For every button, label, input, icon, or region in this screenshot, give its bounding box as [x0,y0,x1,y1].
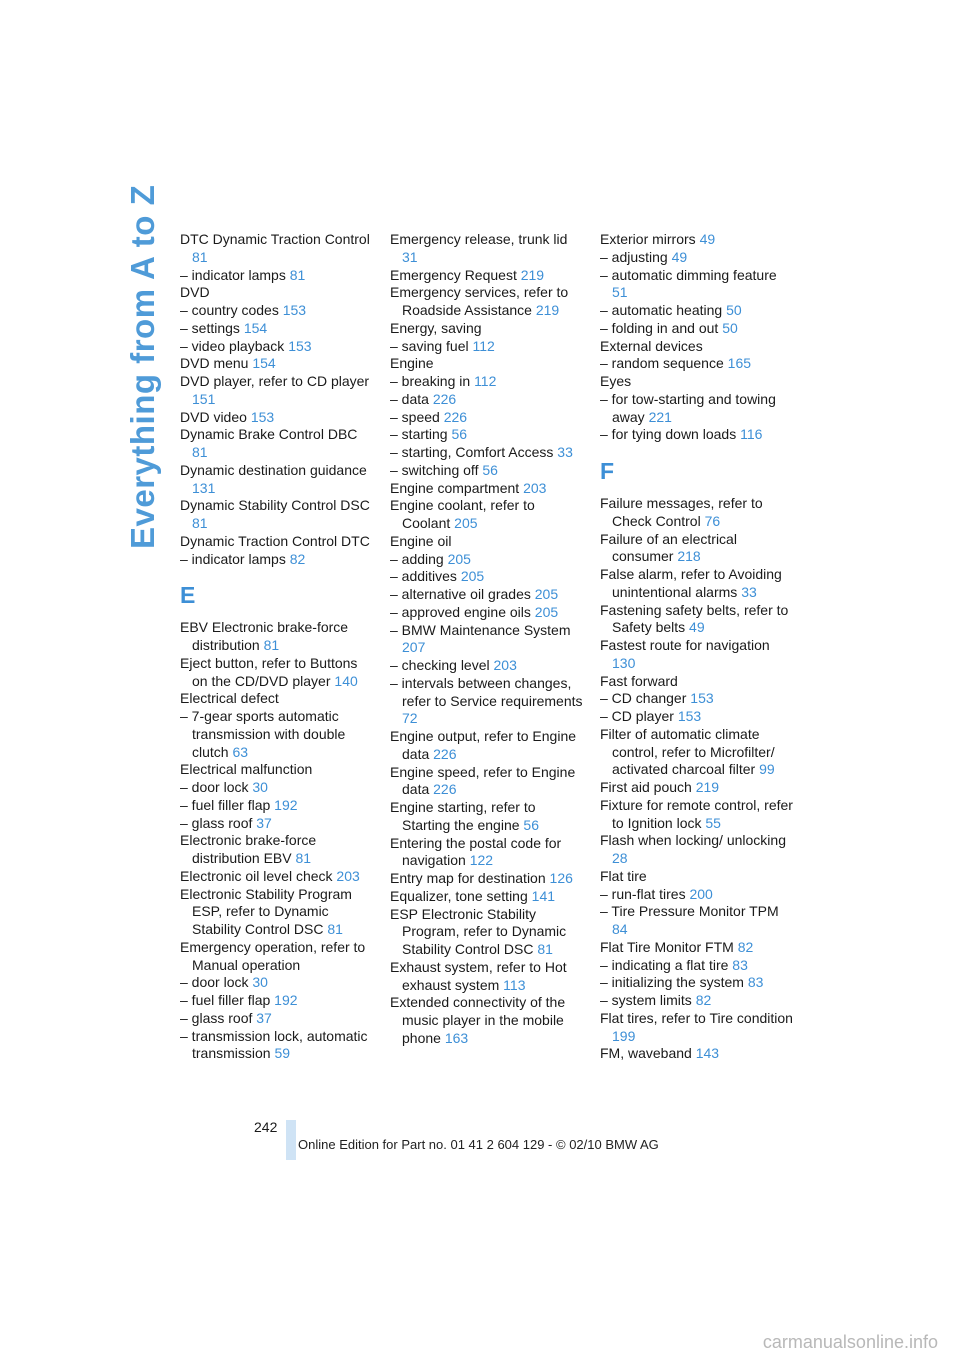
index-term: Fastest route for navigation [600,637,770,653]
page-reference-link[interactable]: 153 [282,302,307,318]
page-reference-link[interactable]: 59 [274,1045,291,1062]
page-reference-link[interactable]: 163 [444,1029,469,1046]
index-term: – indicating a flat tire [600,956,729,973]
index-term: Electronic Stability Program ESP, refer to Dynamic Stability Control DSC [180,885,352,937]
page-reference-link[interactable]: 72 [402,710,418,727]
index-entry [600,779,796,797]
page-reference-link[interactable]: 141 [531,887,556,904]
index-term: – data [390,390,429,407]
index-term: Eyes [600,373,632,389]
index-term: Electronic brake-force distribution EBV [180,832,317,866]
watermark: carmanualsonline.info [762,1332,938,1352]
index-entry [600,338,796,356]
index-entry [600,355,796,373]
page-reference-link[interactable]: 99 [759,761,775,778]
page-reference-link[interactable]: 81 [192,444,208,460]
index-term: – alternative oil grades [390,586,531,602]
index-term: – starting, Comfort Access [390,444,554,460]
page-reference-link[interactable]: 81 [263,637,280,653]
index-entry [390,480,586,498]
index-term: – system limits [600,992,692,1008]
page-reference-link[interactable]: 203 [493,657,517,673]
page-reference-link[interactable]: 140 [334,672,358,689]
index-term: Engine oil [390,532,452,549]
index-term: Electrical malfunction [180,761,313,778]
index-column-1 [180,231,376,1063]
page-reference-link[interactable]: 200 [689,885,713,902]
page-reference-link[interactable]: 82 [737,938,754,955]
index-term: Eject button, refer to Buttons on the CD/DVD player [180,654,358,689]
index-entry [600,391,796,427]
index-term: – settings [180,319,240,336]
page-number: 242 [254,1119,278,1135]
index-entry [180,231,376,267]
index-entry [600,320,796,338]
index-entry [180,779,376,797]
index-entry [600,708,796,726]
page-reference-link[interactable]: 205 [460,568,485,585]
index-entry [600,1045,796,1063]
index-term: – transmission lock, automatic transmission [180,1027,368,1062]
index-entry [180,284,376,302]
page-reference-link[interactable]: 226 [433,745,457,762]
index-entry [180,815,376,833]
index-entry [600,957,796,975]
page-reference-link[interactable]: 203 [336,867,360,884]
page-reference-link[interactable]: 50 [722,319,738,336]
index-term: – country codes [180,302,279,318]
page-reference-link[interactable]: 31 [402,248,418,265]
index-entry [180,690,376,708]
index-entry [390,994,586,1047]
index-term: DVD [180,284,210,301]
page-reference-link[interactable]: 153 [690,690,714,707]
index-term: – adding [390,550,444,567]
index-term: Fastening safety belts, refer to Safety belts [600,601,789,636]
page-reference-link[interactable]: 81 [192,248,208,265]
index-term: – approved engine oils [390,603,531,620]
index-entry [600,302,796,320]
page-reference-link[interactable]: 83 [747,974,764,991]
index-entry [180,655,376,691]
index-term: – breaking in [390,373,471,389]
index-term: – for tying down loads [600,426,737,443]
page-reference-link[interactable]: 56 [482,461,498,478]
index-term: – folding in and out [600,319,719,336]
index-entry [600,531,796,567]
index-term: – initializing the system [600,974,744,991]
index-term: Entry map for destination [390,870,546,886]
index-term: – checking level [390,657,490,673]
index-entry [390,320,586,338]
index-column-3 [600,231,796,1063]
index-entry [180,267,376,285]
index-term: Exterior mirrors [600,231,696,247]
index-term: – BMW Maintenance System [390,621,571,638]
index-entry [600,373,796,391]
index-entry [390,604,586,622]
index-term: Failure messages, refer to Check Control [600,495,763,529]
page-reference-link[interactable]: 56 [523,816,539,833]
index-entry [180,462,376,498]
index-term: – CD player [600,708,674,724]
index-term: Equalizer, tone setting [390,887,528,904]
index-entry [390,497,586,533]
index-term: – glass roof [180,814,253,831]
index-term: – for tow-starting and towing away [600,390,776,425]
index-entry [600,267,796,303]
index-term: – automatic dimming feature [600,266,777,283]
page-reference-link[interactable]: 153 [250,408,275,425]
index-term: Energy, saving [390,319,482,336]
index-entry [390,906,586,959]
page-reference-link[interactable]: 153 [288,337,312,354]
index-entry [390,409,586,427]
index-entry [390,355,586,373]
page-reference-link[interactable]: 205 [447,550,471,567]
index-term: External devices [600,337,703,354]
page-reference-link[interactable]: 28 [612,850,628,866]
index-term: – additives [390,568,457,585]
page-reference-link[interactable]: 33 [557,444,573,460]
index-term: Dynamic destination guidance [180,461,367,478]
index-term: – video playback [180,337,285,354]
index-term: Engine output, refer to Engine data [390,728,577,762]
index-term: Engine compartment [390,479,520,496]
index-entry [180,426,376,462]
index-entry [390,657,586,675]
page-reference-link[interactable]: 82 [289,550,306,567]
page-reference-link[interactable]: 192 [274,992,298,1008]
index-entry [600,903,796,939]
index-term: Flash when locking/ unlocking [600,832,786,849]
index-term: – fuel filler flap [180,796,271,813]
index-term: – run-flat tires [600,885,686,902]
page-reference-link[interactable]: 84 [612,921,628,937]
index-term: Engine coolant, refer to Coolant [390,497,535,531]
page-reference-link[interactable]: 207 [402,639,426,656]
page-reference-link[interactable]: 81 [192,515,208,531]
index-term: – automatic heating [600,302,723,318]
page-reference-link[interactable]: 219 [695,779,720,795]
index-entry [390,231,586,267]
page-reference-link[interactable]: 33 [741,583,757,600]
index-term: Entering the postal code for navigation [390,834,562,869]
index-term: Electronic oil level check [180,867,333,884]
index-term: – adjusting [600,248,668,265]
page-reference-link[interactable]: 199 [612,1027,636,1044]
page-reference-link[interactable]: 143 [695,1045,720,1062]
page-reference-link[interactable]: 205 [454,515,478,531]
index-entry [180,992,376,1010]
page-reference-link[interactable]: 165 [727,355,752,372]
index-term: Extended connectivity of the music player in the mobile phone [390,994,566,1046]
index-entry [390,444,586,462]
index-entry [180,868,376,886]
index-term: – random sequence [600,355,724,372]
index-term: Flat tires, refer to Tire condition [600,1009,793,1026]
index-entry [390,728,586,764]
index-entry [390,870,586,888]
page-reference-link[interactable]: 126 [549,870,573,886]
index-term: False alarm, refer to Avoiding unintentional alarms [600,566,782,600]
index-entry [600,832,796,868]
page-reference-link[interactable]: 76 [704,512,721,529]
index-entry [600,726,796,779]
page-reference-link[interactable]: 113 [503,976,526,993]
index-entry [390,462,586,480]
index-entry [390,959,586,995]
index-entry [600,231,796,249]
page-reference-link[interactable]: 203 [523,479,547,496]
page-reference-link[interactable]: 130 [612,654,636,671]
page-reference-link[interactable]: 226 [432,390,457,407]
index-entry [600,566,796,602]
index-term: – Tire Pressure Monitor TPM [600,903,779,920]
index-term: – door lock [180,779,249,795]
index-term: – fuel filler flap [180,992,271,1008]
page-reference-link[interactable]: 63 [232,743,249,760]
page-reference-link[interactable]: 81 [289,266,306,283]
page-reference-link[interactable]: 153 [677,708,702,724]
page-reference-link[interactable]: 219 [535,302,560,318]
page-reference-link[interactable]: 218 [677,548,701,565]
index-entry [180,939,376,975]
index-entry [600,886,796,904]
index-entry [390,533,586,551]
page-reference-link[interactable]: 112 [472,337,495,354]
index-entry [600,974,796,992]
index-entry [180,373,376,409]
index-term: Fixture for remote control, refer to Ignition lock [600,796,793,831]
index-term: – glass roof [180,1009,253,1026]
index-term: Emergency operation, refer to Manual operation [180,938,366,973]
page-reference-link[interactable]: 56 [451,426,468,443]
page-reference-link[interactable]: 226 [433,781,457,798]
index-term: – CD changer [600,690,687,707]
index-term: – indicator lamps [180,550,286,567]
page-reference-link[interactable]: 226 [443,408,468,425]
index-entry [180,533,376,551]
index-term: Flat Tire Monitor FTM [600,938,734,955]
page-reference-link[interactable]: 192 [274,796,298,813]
index-entry [390,267,586,285]
page-reference-link[interactable]: 55 [705,814,721,831]
index-term: Exhaust system, refer to Hot exhaust system [390,958,567,993]
page-reference-link[interactable]: 81 [327,921,343,937]
index-entry [180,497,376,533]
index-entry [390,622,586,658]
index-entry [390,586,586,604]
index-entry [600,495,796,531]
page-reference-link[interactable]: 154 [243,319,268,336]
index-term: – door lock [180,974,249,991]
index-entry [180,409,376,427]
index-entry [180,886,376,939]
index-entry [180,797,376,815]
index-term: Dynamic Traction Control DTC [180,532,370,549]
index-entry [390,675,586,728]
page-reference-link[interactable]: 81 [295,850,312,866]
index-term: – saving fuel [390,337,469,354]
footer-bar [286,1120,296,1160]
index-entry [180,708,376,761]
index-term: Engine [390,355,434,372]
index-entry [180,338,376,356]
index-entry [600,249,796,267]
index-term: Flat tire [600,867,647,884]
index-entry [390,551,586,569]
page-reference-link[interactable]: 219 [520,266,545,283]
page-reference-link[interactable]: 116 [740,426,763,443]
index-entry [390,764,586,800]
page-reference-link[interactable]: 51 [612,284,628,301]
index-entry [180,974,376,992]
page-reference-link[interactable]: 37 [256,1009,272,1026]
index-term: Dynamic Stability Control DSC [180,497,370,514]
index-term: DVD menu [180,355,249,372]
index-entry [390,888,586,906]
index-term: Filter of automatic climate control, refer to Microfilter/ activated charcoal filter [600,725,775,778]
index-column-2 [390,231,586,1048]
page-reference-link[interactable]: 30 [252,974,268,991]
index-entry [390,391,586,409]
index-entry [600,1010,796,1046]
page-reference-link[interactable]: 49 [671,248,688,265]
index-entry [600,637,796,673]
index-entry [180,551,376,569]
section-letter: E [180,582,196,609]
page-reference-link[interactable]: 50 [726,302,742,318]
page-reference-link[interactable]: 154 [252,355,276,372]
index-entry [180,302,376,320]
page-reference-link[interactable]: 205 [534,586,559,602]
index-entry [390,426,586,444]
index-entry [600,868,796,886]
page-reference-link[interactable]: 112 [474,373,497,389]
page-reference-link[interactable]: 82 [695,992,712,1008]
page-reference-link[interactable]: 49 [699,231,716,247]
index-term: FM, waveband [600,1045,692,1062]
index-entry [390,338,586,356]
index-entry [180,320,376,338]
footer-edition-text: Online Edition for Part no. 01 41 2 604 129 - © 02/10 BMW AG [298,1137,659,1152]
index-entry [600,797,796,833]
index-term: Emergency release, trunk lid [390,231,568,247]
index-term: First aid pouch [600,779,692,795]
index-entry [600,939,796,957]
side-title: Everything from A to Z [124,184,161,549]
index-term: Engine starting, refer to Starting the engine [390,799,536,833]
page-reference-link[interactable]: 221 [648,408,672,425]
page-reference-link[interactable]: 205 [534,603,559,620]
index-term: – intervals between changes, refer to Service requirements [390,674,583,709]
index-entry [600,690,796,708]
index-entry [390,799,586,835]
index-entry [390,373,586,391]
index-term: Emergency Request [390,266,517,283]
index-entry [180,355,376,373]
index-term: EBV Electronic brake-force distribution [180,619,349,653]
section-letter: F [600,458,615,484]
index-entry [180,619,376,655]
index-entry [180,832,376,868]
index-term: – starting [390,426,448,443]
index-entry [180,761,376,779]
index-entry [390,568,586,586]
index-term: Fast forward [600,672,678,689]
index-term: Engine speed, refer to Engine data [390,763,576,798]
index-term: – speed [390,408,440,425]
index-term: – switching off [390,461,479,478]
page-reference-link[interactable]: 131 [192,479,216,496]
index-entry [600,602,796,638]
index-term: ESP Electronic Stability Program, refer to Dynamic Stability Control DSC [390,905,567,957]
index-term: DTC Dynamic Traction Control [180,231,370,247]
index-term: Failure of an electrical consumer [600,530,737,565]
index-entry [390,284,586,320]
index-entry [600,992,796,1010]
page-reference-link[interactable]: 37 [256,814,272,831]
index-entry [390,835,586,871]
index-entry [600,426,796,444]
index-entry [180,1028,376,1064]
index-term: Emergency services, refer to Roadside Assistance [390,284,569,318]
index-term: Dynamic Brake Control DBC [180,426,358,443]
page-reference-link[interactable]: 81 [537,941,553,957]
index-term: DVD video [180,408,247,425]
index-term: Electrical defect [180,690,279,707]
page-reference-link[interactable]: 122 [469,852,494,869]
index-entry [600,673,796,691]
page-reference-link[interactable]: 30 [252,779,268,795]
page-reference-link[interactable]: 83 [732,956,748,973]
index-entry [180,1010,376,1028]
page-reference-link[interactable]: 151 [192,390,216,407]
page-reference-link[interactable]: 49 [689,619,705,636]
index-term: – indicator lamps [180,266,286,283]
index-term: DVD player, refer to CD player [180,373,370,389]
index-term: – 7-gear sports automatic transmission with double clutch [180,708,346,760]
